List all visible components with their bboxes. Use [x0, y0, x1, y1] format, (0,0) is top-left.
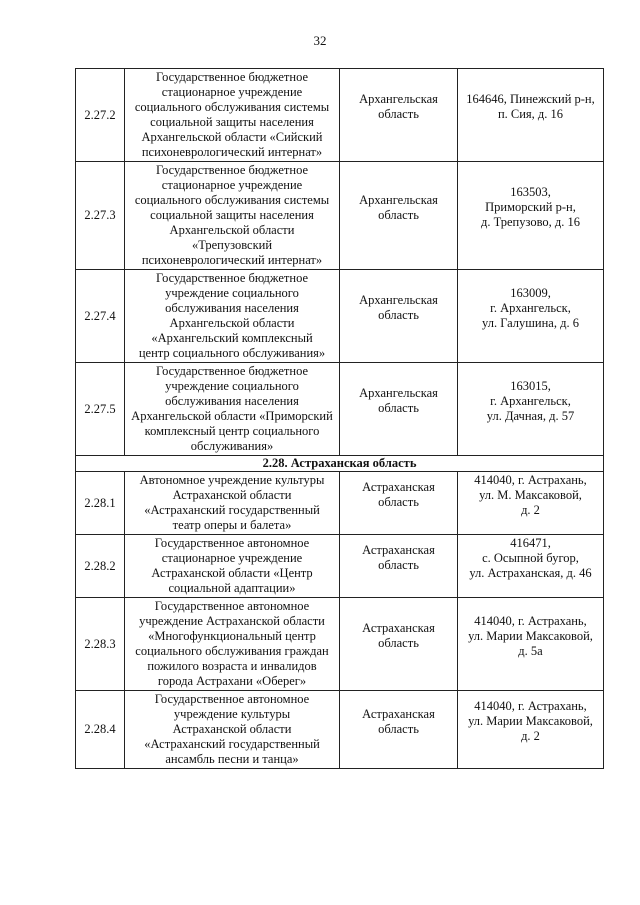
institution-name-line: Автономное учреждение культуры — [139, 473, 325, 487]
region-line: Архангельская — [359, 92, 438, 106]
row-number: 2.28.3 — [76, 598, 125, 691]
region-cell — [340, 472, 458, 535]
address-line: 163009, — [510, 285, 551, 300]
region-line: область — [378, 207, 419, 222]
section-title: 2.28. Астраханская область — [76, 456, 604, 472]
institution-name-line: Государственное бюджетное — [155, 271, 309, 285]
address-line: ул. Астраханская, д. 46 — [469, 565, 592, 580]
row-number: 2.27.4 — [76, 270, 125, 363]
address-line: 163503, — [510, 185, 551, 199]
section-header-row — [76, 456, 604, 472]
page-number: 32 — [313, 33, 327, 48]
row-number: 2.28.1 — [76, 472, 125, 535]
address-cell — [458, 270, 604, 363]
institution-name — [125, 69, 340, 162]
institution-name-line: обслуживания» — [190, 439, 274, 453]
address-line: д. 2 — [521, 729, 540, 743]
institution-name-line: Архангельской области «Приморский — [131, 409, 333, 423]
institution-name-line: ансамбль песни и танца» — [165, 752, 299, 766]
address-line: д. 5а — [518, 643, 543, 658]
region-cell — [340, 598, 458, 691]
institution-name-line: Государственное бюджетное — [155, 364, 309, 378]
address-cell — [458, 535, 604, 598]
institution-name — [125, 691, 340, 769]
institution-name-line: пожилого возраста и инвалидов — [147, 659, 317, 673]
institution-name — [125, 162, 340, 270]
institution-name-line: стационарное учреждение — [161, 178, 303, 192]
address-line: г. Архангельск, — [490, 300, 571, 315]
address-line: ул. М. Максаковой, — [479, 487, 582, 502]
institution-name-line: социальной защиты населения — [150, 208, 314, 222]
institution-name-line: психоневрологический интернат» — [141, 253, 323, 267]
address-line: 414040, г. Астрахань, — [474, 472, 587, 487]
institution-name-line: «Астраханский государственный — [144, 503, 320, 517]
row-number: 2.27.3 — [76, 162, 125, 270]
institution-name-line: стационарное учреждение — [161, 551, 303, 565]
institution-name-line: обслуживания населения — [165, 301, 299, 315]
region-line: область — [378, 721, 419, 736]
region-line: область — [378, 308, 419, 322]
address-line: ул. Дачная, д. 57 — [486, 408, 575, 423]
address-line: 414040, г. Астрахань, — [474, 699, 587, 713]
region-cell — [340, 691, 458, 769]
region-cell — [340, 535, 458, 598]
institution-name-line: «Трепузовский — [191, 238, 273, 252]
table-row — [76, 162, 604, 270]
region-line: Астраханская — [362, 706, 435, 721]
institution-name-line: Астраханской области — [172, 722, 292, 736]
institution-name-line: Государственное бюджетное — [155, 163, 309, 177]
address-cell — [458, 598, 604, 691]
institution-name-line: «Архангельский комплексный — [151, 331, 313, 345]
institution-name-line: социальной защиты населения — [150, 115, 314, 129]
region-cell — [340, 162, 458, 270]
institution-name-line: учреждение Астраханской области — [139, 614, 325, 628]
address-cell — [458, 162, 604, 270]
region-line: область — [378, 495, 419, 509]
address-line: ул. Марии Максаковой, — [468, 714, 593, 728]
institution-name-line: города Астрахани «Оберег» — [157, 674, 307, 688]
institution-name-line: социального обслуживания системы — [134, 193, 330, 207]
institution-name-line: центр социального обслуживания» — [138, 346, 326, 360]
institution-name-line: социального обслуживания системы — [134, 100, 330, 114]
institution-name-line: Архангельской области «Сийский — [141, 130, 323, 144]
address-line: 163015, — [510, 378, 551, 393]
institution-name-line: социального обслуживания граждан — [135, 644, 329, 658]
institution-name-line: стационарное учреждение — [161, 85, 303, 99]
institutions-table — [75, 68, 604, 769]
address-line: с. Осыпной бугор, — [482, 550, 579, 565]
row-number: 2.27.5 — [76, 363, 125, 456]
institution-name-line: Государственное автономное — [154, 692, 310, 706]
region-line: Архангельская — [359, 293, 438, 307]
address-line: г. Архангельск, — [490, 393, 571, 408]
row-number: 2.28.2 — [76, 535, 125, 598]
table-row — [76, 472, 604, 535]
table-row — [76, 598, 604, 691]
institution-name-line: «Многофункциональный центр — [148, 629, 316, 643]
region-cell — [340, 69, 458, 162]
institution-name — [125, 535, 340, 598]
address-line: 416471, — [510, 535, 551, 550]
institution-name-line: психоневрологический интернат» — [141, 145, 323, 159]
region-line: Астраханская — [362, 543, 435, 557]
institution-name-line: комплексный центр социального — [144, 424, 320, 438]
address-cell — [458, 472, 604, 535]
table-row — [76, 270, 604, 363]
institution-name-line: Государственное автономное — [154, 536, 310, 550]
address-line: д. 2 — [521, 502, 540, 517]
address-line: Приморский р-н, — [485, 200, 576, 214]
institution-name — [125, 363, 340, 456]
region-line: Астраханская — [362, 480, 435, 494]
institution-name — [125, 598, 340, 691]
region-line: область — [378, 107, 419, 121]
institution-name-line: Астраханской области «Центр — [151, 566, 313, 580]
address-line: 414040, г. Астрахань, — [474, 613, 587, 628]
region-line: область — [378, 636, 419, 650]
table-body-astrakhan — [76, 472, 604, 769]
institution-name — [125, 472, 340, 535]
institution-name-line: «Астраханский государственный — [144, 737, 320, 751]
address-line: ул. Галушина, д. 6 — [482, 315, 579, 330]
address-line: п. Сия, д. 16 — [497, 107, 564, 121]
section-row-group — [76, 456, 604, 472]
region-cell — [340, 270, 458, 363]
address-cell — [458, 363, 604, 456]
institution-name-line: учреждение социального — [165, 286, 299, 300]
institution-name-line: театр оперы и балета» — [172, 518, 292, 532]
table-row — [76, 691, 604, 769]
address-line: 164646, Пинежский р-н, — [466, 92, 595, 106]
region-line: Архангельская — [359, 192, 438, 207]
address-line: ул. Марии Максаковой, — [468, 628, 593, 643]
institution-name-line: обслуживания населения — [165, 394, 299, 408]
institution-name-line: Астраханской области — [172, 488, 292, 502]
institution-name-line: учреждение социального — [165, 379, 299, 393]
institution-name-line: Государственное бюджетное — [155, 70, 309, 84]
institution-name-line: учреждение культуры — [173, 707, 291, 721]
row-number: 2.27.2 — [76, 69, 125, 162]
region-line: Архангельская — [359, 386, 438, 400]
table-body-arkhangelsk — [76, 69, 604, 456]
row-number: 2.28.4 — [76, 691, 125, 769]
region-line: Астраханская — [362, 621, 435, 635]
institution-name-line: социальной адаптации» — [168, 581, 296, 595]
institution-name — [125, 270, 340, 363]
institution-name-line: Государственное автономное — [154, 599, 310, 613]
address-line: д. Трепузово, д. 16 — [480, 215, 581, 229]
institution-name-line: Архангельской области — [169, 223, 295, 237]
table-row — [76, 363, 604, 456]
region-line: область — [378, 558, 419, 572]
region-cell — [340, 363, 458, 456]
address-cell — [458, 691, 604, 769]
table-row — [76, 69, 604, 162]
address-cell — [458, 69, 604, 162]
region-line: область — [378, 401, 419, 415]
table-row — [76, 535, 604, 598]
institution-name-line: Архангельской области — [169, 316, 295, 330]
